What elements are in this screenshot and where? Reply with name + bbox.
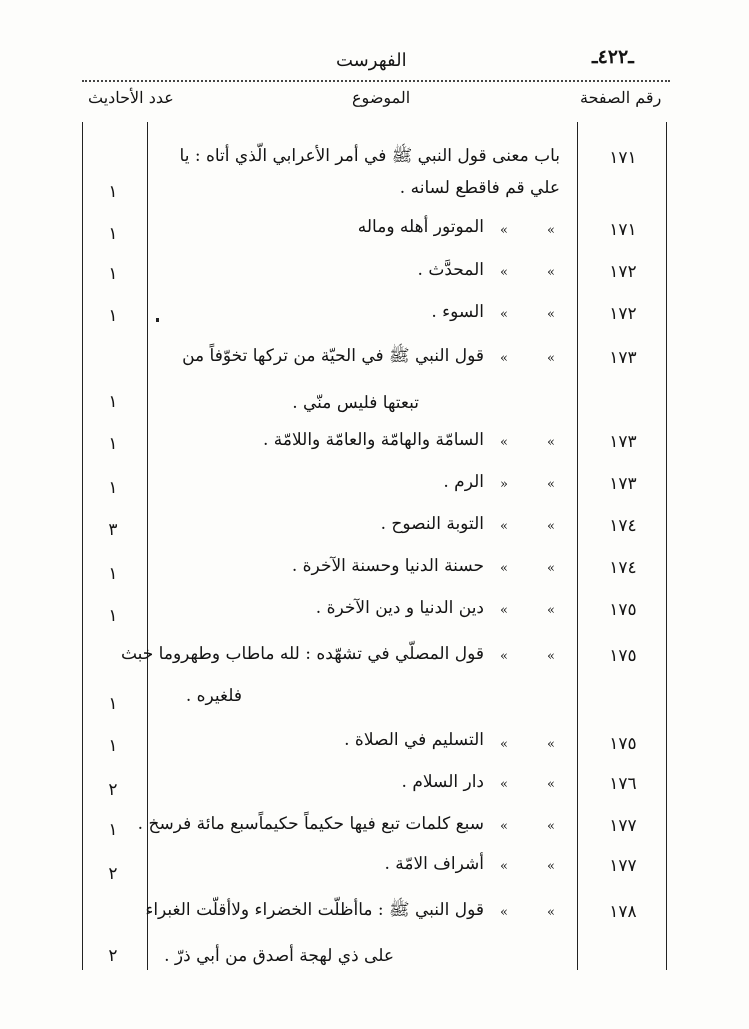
row-topic-line2: على ذي لهجة أصدق من أبي ذرّ . [164,946,394,966]
row-hadith-count: ١ [108,694,118,714]
ditto-mark: « [500,819,508,834]
row-topic-line1: التوبة النصوح . [380,514,484,534]
page-title: الفهرست [336,50,407,71]
row-topic-line1: الرم . [443,472,484,492]
column-divider-page [577,122,578,970]
ditto-mark: « [547,351,555,366]
column-header-page: رقم الصفحة [580,88,662,107]
row-topic-line2: فلغيره . [185,686,242,706]
row-page-number: ١٧٣ [609,432,637,452]
row-hadith-count: ١ [108,606,118,626]
row-topic-line1: التسليم في الصلاة . [344,730,484,750]
row-topic-line1: السوء . [431,302,484,322]
row-page-number: ١٧٦ [609,774,637,794]
ditto-mark: « [500,435,508,450]
row-page-number: ١٧٧ [609,816,637,836]
ditto-mark: « [547,737,555,752]
ditto-mark: « [500,737,508,752]
row-topic-line1: السامّة والهامّة والعامّة واللامّة . [262,430,484,450]
ditto-mark: « [500,905,508,920]
ditto-mark: « [500,351,508,366]
ink-speck [156,318,159,322]
row-topic-line1: أشراف الامّة . [384,854,484,874]
row-topic-line1: دار السلام . [401,772,484,792]
ditto-mark: « [547,819,555,834]
row-hadith-count: ٣ [108,520,118,540]
row-topic-line2: علي قم فاقطع لسانه . [399,178,560,198]
row-topic-line1: حسنة الدنيا وحسنة الآخرة . [291,556,484,576]
column-divider-count [147,122,148,970]
row-hadith-count: ١ [108,478,118,498]
ditto-mark: « [500,859,508,874]
column-header-count: عدد الأحاديث [88,88,174,107]
row-topic-line1: دين الدنيا و دين الآخرة . [315,598,484,618]
ditto-mark: « [547,223,555,238]
ditto-mark: » [500,477,508,492]
row-hadith-count: ١ [108,182,118,202]
ditto-mark: « [547,905,555,920]
ditto-mark: « [500,519,508,534]
row-topic-line1: سبع كلمات تبع فيها حكيماً حكيماًسبع مائة فرسخ . [137,814,484,834]
row-page-number: ١٧٣ [609,474,637,494]
ditto-mark: « [547,859,555,874]
ditto-mark: « [547,603,555,618]
row-hadith-count: ٢ [108,780,118,800]
ditto-mark: « [547,435,555,450]
row-page-number: ١٧٥ [609,600,637,620]
row-hadith-count: ١ [108,306,118,326]
ditto-mark: « [500,603,508,618]
ditto-mark: « [500,777,508,792]
row-page-number: ١٧٢ [609,304,637,324]
ditto-mark: « [547,477,555,492]
row-page-number: ١٧١ [609,148,637,168]
column-header-topic: الموضوع [352,88,411,107]
row-topic-line1: قول النبي ﷺ : ماأظلّت الخضراء ولاأقلّت الغبراء [145,900,484,920]
row-hadith-count: ٢ [108,946,118,966]
ditto-mark: « [547,561,555,576]
ditto-mark: « [547,307,555,322]
row-page-number: ١٧١ [609,220,637,240]
ditto-mark: « [547,777,555,792]
ditto-mark: « [547,519,555,534]
page-number: ـ٤٢٢ـ [592,46,634,68]
row-hadith-count: ٢ [108,864,118,884]
row-topic-line1: المحدَّث . [417,260,484,280]
row-hadith-count: ١ [108,820,118,840]
ditto-mark: « [500,649,508,664]
row-topic-line1: قول النبي ﷺ في الحيّة من تركها تخوّفاً من [182,346,484,366]
row-page-number: ١٧٤ [609,558,637,578]
ditto-mark: « [547,265,555,280]
row-topic-line1: قول المصلّي في تشهّده : لله ماطاب وطهروما خبث [120,644,484,664]
row-hadith-count: ١ [108,224,118,244]
row-page-number: ١٧٨ [609,902,637,922]
header-divider [82,80,670,82]
ditto-mark: « [500,561,508,576]
row-page-number: ١٧٥ [609,734,637,754]
row-topic-line2: تبعتها فليس منّي . [292,393,419,413]
row-hadith-count: ١ [108,434,118,454]
row-page-number: ١٧٤ [609,516,637,536]
row-hadith-count: ١ [108,564,118,584]
row-page-number: ١٧٥ [609,646,637,666]
row-page-number: ١٧٧ [609,856,637,876]
table-border-right [666,122,667,970]
row-page-number: ١٧٣ [609,348,637,368]
row-hadith-count: ١ [108,392,118,412]
ditto-mark: « [500,307,508,322]
row-hadith-count: ١ [108,736,118,756]
ditto-mark: « [500,223,508,238]
row-page-number: ١٧٢ [609,262,637,282]
row-topic-line1: الموتور أهله وماله [357,217,484,237]
table-border-left [82,122,83,970]
ditto-mark: « [547,649,555,664]
row-topic-line1: باب معنى قول النبي ﷺ في أمر الأعرابي الّذي أتاه : يا [179,146,560,166]
ditto-mark: « [500,265,508,280]
row-hadith-count: ١ [108,264,118,284]
